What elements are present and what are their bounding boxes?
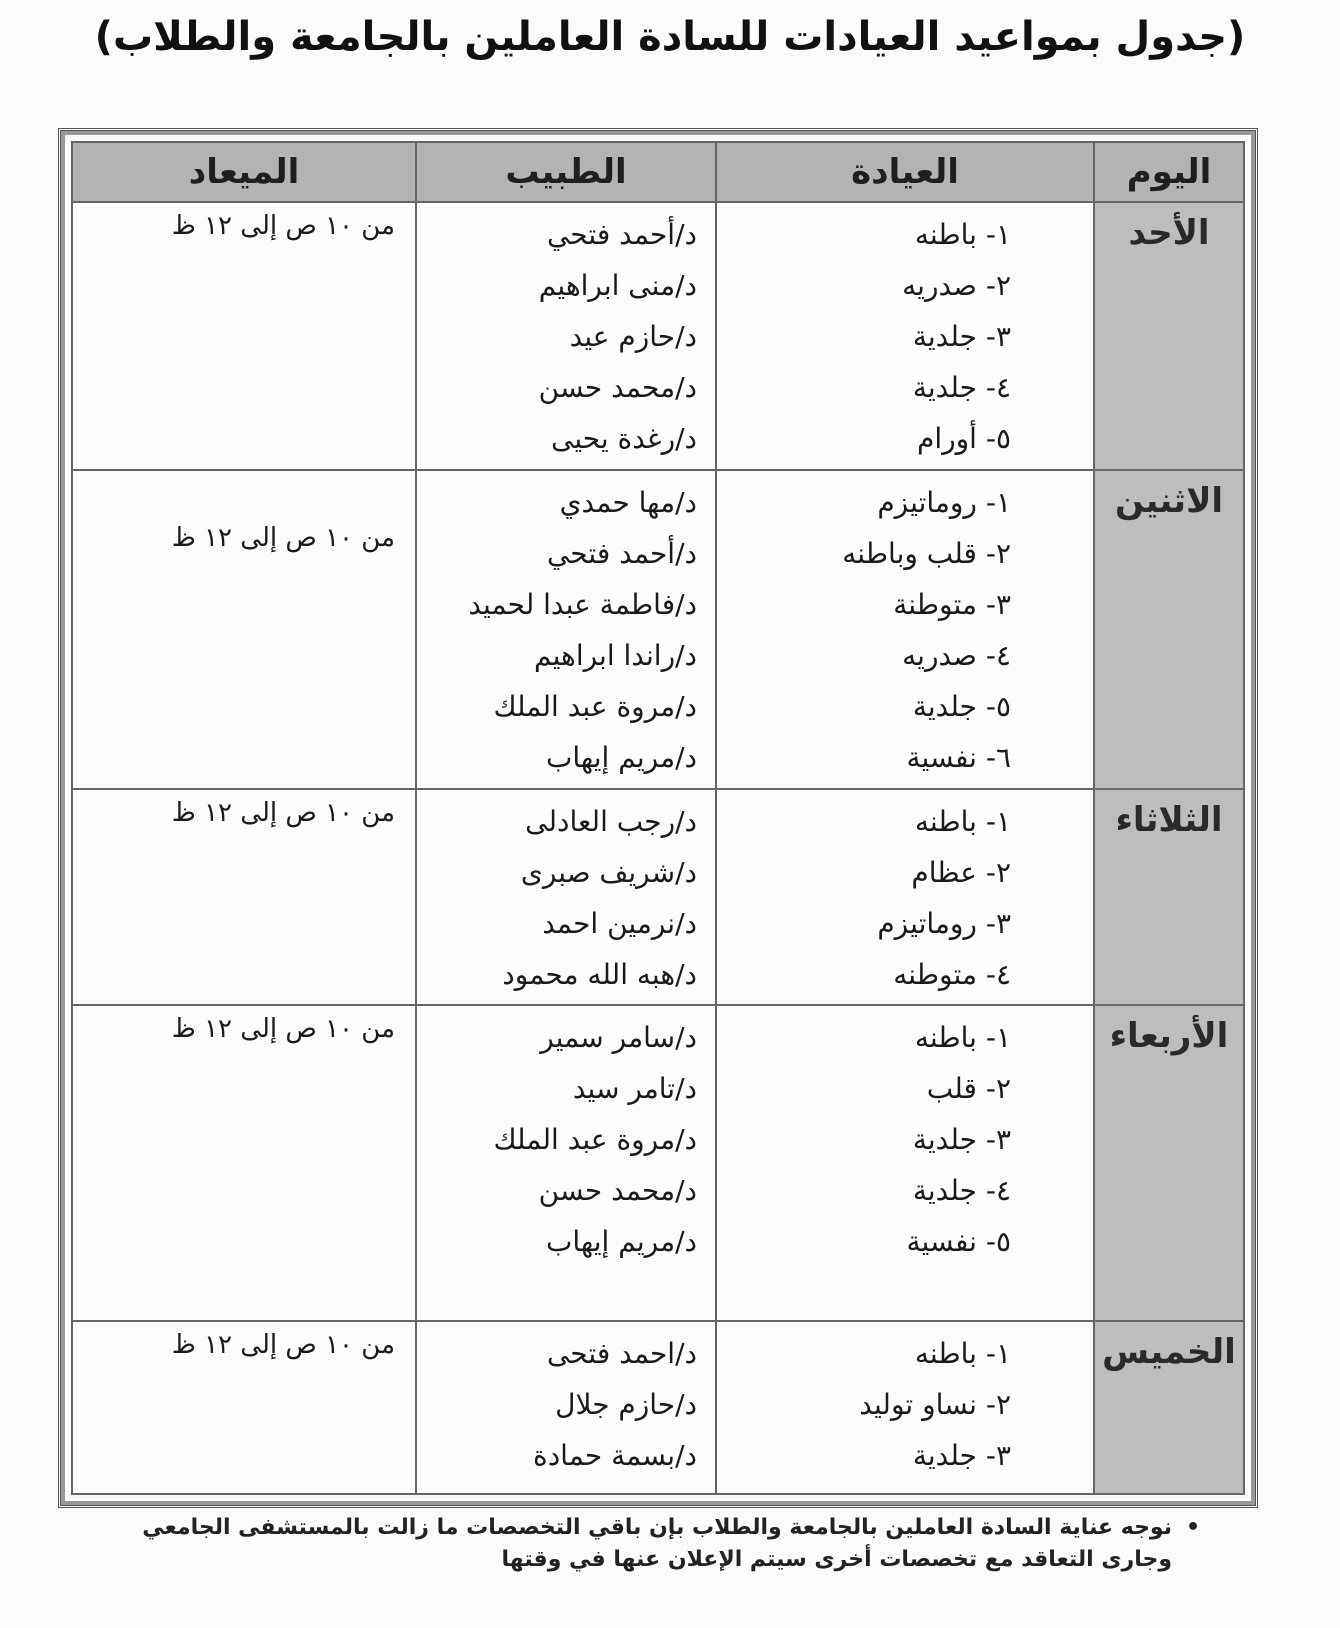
clinic-item: ١- روماتيزم xyxy=(877,485,1011,519)
table-row xyxy=(72,789,1244,1005)
day-cell: الأحد xyxy=(1094,202,1244,470)
doctor-item: د/منى ابراهيم xyxy=(538,269,697,302)
day-cell: الأربعاء xyxy=(1094,1005,1244,1321)
table-row xyxy=(72,202,1244,470)
doctor-item: د/حازم جلال xyxy=(555,1387,697,1421)
time-cell: من ١٠ ص إلى ١٢ ظ xyxy=(72,789,416,1005)
doctors-cell xyxy=(416,470,716,790)
footer-note xyxy=(100,1512,1200,1576)
doctor-item: د/محمد حسن xyxy=(538,371,697,404)
header-time: الميعاد xyxy=(72,142,416,202)
header-day: اليوم xyxy=(1094,142,1244,202)
note-text-2: وجارى التعاقد مع تخصصات أخرى سيتم الإعلان عنها في وقتها xyxy=(501,1547,1172,1572)
header-clinic: العيادة xyxy=(716,142,1094,202)
header-doctor: الطبيب xyxy=(416,142,716,202)
clinic-item: ٣- جلدية xyxy=(912,1438,1011,1472)
doctor-item: د/محمد حسن xyxy=(538,1174,697,1208)
clinic-schedule-table xyxy=(71,141,1245,1495)
day-cell: الخميس xyxy=(1094,1321,1244,1494)
time-cell: من ١٠ ص إلى ١٢ ظ xyxy=(72,470,416,790)
time-cell: من ١٠ ص إلى ١٢ ظ xyxy=(72,1005,416,1321)
clinics-cell xyxy=(716,1321,1094,1494)
doctor-item: د/هبه الله محمود xyxy=(502,958,697,992)
bullet-icon: • xyxy=(1185,1515,1200,1540)
doctor-item: د/مها حمدي xyxy=(559,485,697,519)
doctor-item: د/احمد فتحى xyxy=(546,1336,697,1370)
day-cell: الاثنين xyxy=(1094,470,1244,790)
note-text-1: نوجه عناية السادة العاملين بالجامعة والطلاب بإن باقي التخصصات ما زالت بالمستشفى الجامعي xyxy=(142,1515,1172,1540)
doctor-item: د/رغدة يحيى xyxy=(551,422,697,455)
clinics-cell xyxy=(716,1005,1094,1321)
doctor-item: د/حازم عيد xyxy=(569,320,697,353)
doctor-item: د/فاطمة عبدا لحميد xyxy=(468,587,697,621)
doctors-cell xyxy=(416,202,716,470)
clinic-item: ٥- أورام xyxy=(917,422,1011,455)
clinic-item: ٢- نساو توليد xyxy=(859,1387,1011,1421)
clinic-item: ٤- صدريه xyxy=(902,638,1011,672)
doctor-item: د/مروة عبد الملك xyxy=(493,689,697,723)
day-cell: الثلاثاء xyxy=(1094,789,1244,1005)
clinics-cell xyxy=(716,470,1094,790)
clinic-item: ٣- روماتيزم xyxy=(877,907,1011,941)
doctor-item: د/سامر سمير xyxy=(540,1021,697,1055)
clinic-item: ٢- عظام xyxy=(911,856,1011,890)
doctors-cell xyxy=(416,789,716,1005)
table-row xyxy=(72,1005,1244,1321)
clinic-item: ٦- نفسية xyxy=(906,740,1011,774)
time-cell: من ١٠ ص إلى ١٢ ظ xyxy=(72,202,416,470)
clinics-cell xyxy=(716,789,1094,1005)
doctor-item: د/نرمين احمد xyxy=(542,907,697,941)
clinic-item: ٥- جلدية xyxy=(912,689,1011,723)
clinic-item: ٤- متوطنه xyxy=(893,958,1011,992)
clinic-item: ٢- صدريه xyxy=(902,269,1011,302)
doctor-item: د/راندا ابراهيم xyxy=(533,638,697,672)
note-line-1 xyxy=(100,1512,1200,1544)
doctor-item: د/مروة عبد الملك xyxy=(493,1123,697,1157)
clinic-item: ١- باطنه xyxy=(914,1021,1011,1055)
doctors-cell xyxy=(416,1321,716,1494)
doctor-item: د/تامر سيد xyxy=(572,1072,697,1106)
page-title: (جدول بمواعيد العيادات للسادة العاملين بالجامعة والطلاب) xyxy=(94,14,1246,60)
doctors-cell xyxy=(416,1005,716,1321)
table-body xyxy=(72,202,1244,1494)
schedule-table-frame xyxy=(58,128,1258,1508)
clinic-item: ٣- جلدية xyxy=(912,1123,1011,1157)
doctor-item: د/رجب العادلى xyxy=(525,805,697,839)
doctor-item: د/أحمد فتحي xyxy=(546,218,697,251)
doctor-item: د/شريف صبرى xyxy=(520,856,697,890)
doctor-item: د/أحمد فتحي xyxy=(546,536,697,570)
clinic-item: ٣- متوطنة xyxy=(893,587,1011,621)
table-header-row xyxy=(72,142,1244,202)
clinic-item: ١- باطنه xyxy=(914,218,1011,251)
clinic-item: ٥- نفسية xyxy=(906,1225,1011,1259)
clinic-item: ٢- قلب وباطنه xyxy=(842,536,1011,570)
doctor-item: د/مريم إيهاب xyxy=(545,1225,697,1259)
doctor-item: د/مريم إيهاب xyxy=(545,740,697,774)
clinic-item: ١- باطنه xyxy=(914,1336,1011,1370)
clinic-item: ٤- جلدية xyxy=(912,1174,1011,1208)
clinic-item: ٣- جلدية xyxy=(912,320,1011,353)
clinics-cell xyxy=(716,202,1094,470)
doctor-item: د/بسمة حمادة xyxy=(533,1438,697,1472)
clinic-item: ١- باطنه xyxy=(914,805,1011,839)
clinic-item: ٢- قلب xyxy=(926,1072,1011,1106)
note-line-2 xyxy=(100,1544,1200,1576)
table-row xyxy=(72,1321,1244,1494)
time-cell: من ١٠ ص إلى ١٢ ظ xyxy=(72,1321,416,1494)
clinic-item: ٤- جلدية xyxy=(912,371,1011,404)
table-row xyxy=(72,470,1244,790)
